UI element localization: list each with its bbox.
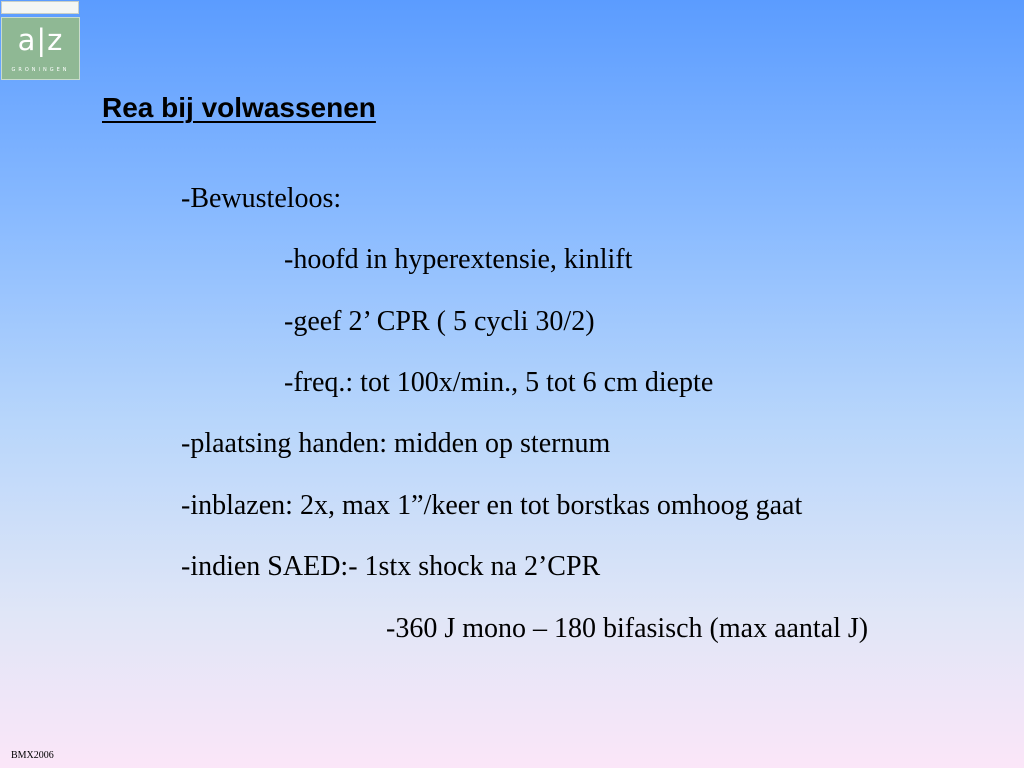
footer-label: BMX2006 — [11, 750, 54, 761]
bullet-bewusteloos: -Bewusteloos: — [181, 183, 342, 214]
bullet-indien-saed: -indien SAED:- 1stx shock na 2’CPR — [181, 551, 601, 582]
bullet-inblazen: -inblazen: 2x, max 1”/keer en tot borstkas omhoog gaat — [181, 490, 803, 521]
bullet-geef-cpr: -geef 2’ CPR ( 5 cycli 30/2) — [284, 306, 595, 337]
az-groningen-logo — [1, 17, 80, 80]
logo-mark: a|z — [17, 23, 64, 57]
bullet-joules: -360 J mono – 180 bifasisch (max aantal J) — [386, 613, 869, 644]
slide-title: Rea bij volwassenen — [102, 92, 376, 123]
logo-subtitle: GRONINGEN — [11, 67, 70, 73]
bullet-plaatsing-handen: -plaatsing handen: midden op sternum — [181, 428, 611, 459]
bullet-frequentie: -freq.: tot 100x/min., 5 tot 6 cm diepte — [284, 367, 714, 398]
bullet-hoofd-hyperextensie: -hoofd in hyperextensie, kinlift — [284, 244, 633, 275]
logo-top-strip — [1, 1, 79, 14]
